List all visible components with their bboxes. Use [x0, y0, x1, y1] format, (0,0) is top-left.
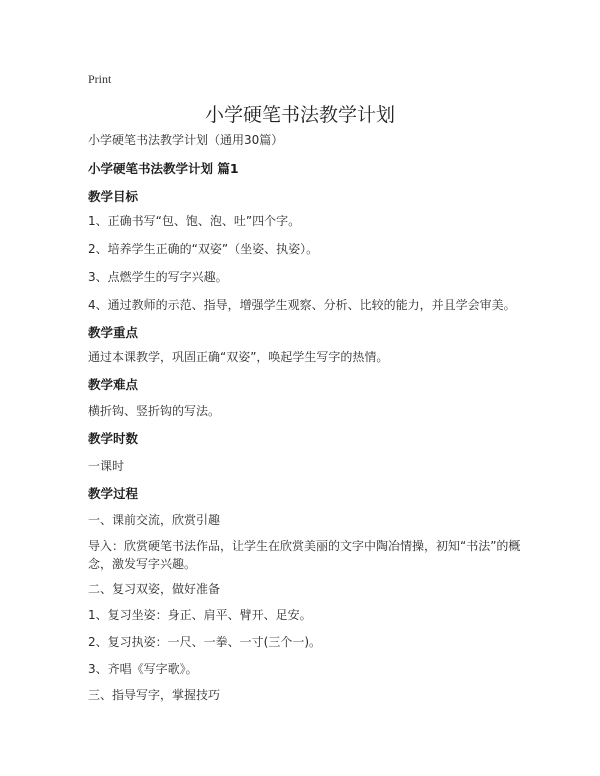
list-item: 4、通过教师的示范、指导，增强学生观察、分析、比较的能力，并且学会审美。: [88, 298, 516, 312]
section-heading: 小学硬笔书法教学计划 篇1: [88, 161, 239, 176]
list-item: 1、复习坐姿：身正、肩平、臂开、足安。: [88, 608, 312, 622]
body-paragraph: 横折钩、竖折钩的写法。: [88, 404, 221, 418]
section-heading: 教学难点: [88, 377, 139, 392]
body-paragraph: 通过本课教学，巩固正确“双姿”，唤起学生写字的热情。: [88, 350, 389, 364]
section-heading: 教学过程: [88, 486, 139, 501]
list-item: 1、正确书写“包、饱、泡、吐”四个字。: [88, 214, 301, 228]
list-item: 2、复习执姿：一尺、一拳、一寸(三个一)。: [88, 635, 321, 649]
body-paragraph: 导入：欣赏硬笔书法作品，让学生在欣赏美丽的文字中陶冶情操，初知“书法”的概念，激发写字兴趣。: [88, 539, 521, 571]
body-paragraph: 一、课前交流，欣赏引趣: [88, 513, 221, 527]
list-item: 3、点燃学生的写字兴趣。: [88, 270, 228, 284]
body-paragraph: 二、复习双姿，做好准备: [88, 582, 221, 596]
print-label: Print: [88, 72, 112, 86]
subtitle-paragraph: 小学硬笔书法教学计划（通用30篇）: [88, 133, 284, 147]
section-heading: 教学重点: [88, 325, 139, 340]
page-title: 小学硬笔书法教学计划: [204, 104, 395, 126]
body-paragraph: 一课时: [88, 459, 125, 473]
list-item: 2、培养学生正确的“双姿”（坐姿、执姿）。: [88, 242, 319, 256]
list-item: 3、齐唱《写字歌》。: [88, 662, 198, 676]
body-paragraph: 三、指导写字，掌握技巧: [88, 688, 221, 702]
section-heading: 教学时数: [88, 431, 139, 446]
section-heading: 教学目标: [88, 189, 139, 204]
